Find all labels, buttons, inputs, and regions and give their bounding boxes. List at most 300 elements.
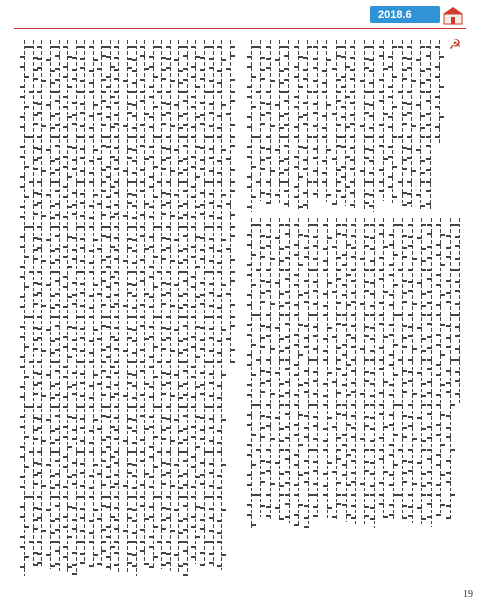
glyph-stroke: [226, 158, 231, 160]
glyph-stroke: [294, 224, 299, 226]
glyph-stroke: [63, 466, 68, 468]
glyph-stroke: [200, 237, 205, 239]
glyph-stroke: [200, 417, 205, 419]
glyph-stroke: [20, 56, 25, 58]
glyph-stroke: [80, 226, 85, 228]
glyph-stroke: [166, 136, 171, 138]
glyph-stroke: [72, 303, 77, 305]
glyph-stroke: [33, 114, 38, 116]
glyph-stroke: [270, 438, 275, 440]
glyph-stroke: [370, 449, 375, 451]
glyph-stroke: [313, 136, 318, 138]
glyph-stroke: [370, 428, 375, 430]
glyph-stroke: [313, 258, 318, 260]
glyph-stroke: [379, 482, 384, 484]
glyph-stroke: [379, 169, 384, 171]
glyph-stroke: [332, 246, 337, 248]
glyph-stroke: [455, 371, 460, 373]
text-line: [24, 40, 25, 576]
text-line: [364, 218, 365, 526]
glyph-stroke: [89, 442, 94, 444]
glyph-stroke: [275, 282, 280, 284]
text-line: [59, 40, 60, 571]
glyph-stroke: [101, 361, 106, 363]
glyph-stroke: [161, 123, 166, 125]
glyph-stroke: [408, 314, 413, 316]
glyph-stroke: [303, 57, 308, 59]
glyph-stroke: [101, 349, 106, 351]
glyph-stroke: [279, 494, 284, 496]
glyph-stroke: [342, 264, 347, 266]
glyph-stroke: [439, 116, 444, 118]
glyph-stroke: [209, 136, 214, 138]
glyph-stroke: [33, 78, 38, 80]
glyph-stroke: [149, 546, 154, 548]
glyph-stroke: [46, 149, 51, 151]
glyph-stroke: [351, 280, 356, 282]
glyph-stroke: [294, 186, 299, 188]
glyph-stroke: [294, 46, 299, 48]
glyph-stroke: [37, 67, 42, 69]
glyph-stroke: [285, 404, 290, 406]
glyph-stroke: [72, 372, 77, 374]
glyph-stroke: [63, 306, 68, 308]
glyph-stroke: [322, 160, 327, 162]
glyph-stroke: [110, 66, 115, 68]
glyph-stroke: [407, 58, 412, 60]
glyph-stroke: [341, 46, 346, 48]
glyph-stroke: [80, 271, 85, 273]
glyph-stroke: [114, 271, 119, 273]
glyph-stroke: [266, 461, 271, 463]
glyph-stroke: [260, 192, 265, 194]
glyph-stroke: [284, 113, 289, 115]
glyph-stroke: [114, 438, 119, 440]
glyph-stroke: [161, 213, 166, 215]
glyph-stroke: [360, 303, 365, 305]
glyph-stroke: [420, 205, 425, 207]
glyph-stroke: [275, 462, 280, 464]
glyph-stroke: [389, 354, 394, 356]
glyph-stroke: [209, 58, 214, 60]
glyph-stroke: [402, 481, 407, 483]
glyph-stroke: [101, 124, 106, 126]
glyph-stroke: [266, 46, 271, 48]
glyph-stroke: [247, 384, 252, 386]
glyph-stroke: [427, 426, 432, 428]
glyph-stroke: [209, 226, 214, 228]
glyph-stroke: [72, 417, 77, 419]
glyph-stroke: [55, 79, 60, 81]
glyph-stroke: [275, 417, 280, 419]
glyph-stroke: [251, 196, 256, 198]
text-line: [33, 40, 34, 565]
glyph-stroke: [446, 415, 451, 417]
glyph-stroke: [46, 509, 51, 511]
glyph-stroke: [50, 397, 55, 399]
glyph-stroke: [149, 186, 154, 188]
glyph-stroke: [345, 186, 350, 188]
glyph-stroke: [63, 406, 68, 408]
glyph-stroke: [110, 336, 115, 338]
glyph-stroke: [80, 485, 85, 487]
glyph-stroke: [408, 245, 413, 247]
glyph-stroke: [266, 416, 271, 418]
glyph-stroke: [342, 354, 347, 356]
glyph-stroke: [402, 280, 407, 282]
glyph-stroke: [80, 202, 85, 204]
glyph-stroke: [421, 395, 426, 397]
text-line: [289, 218, 290, 523]
glyph-stroke: [336, 503, 341, 505]
glyph-stroke: [67, 176, 72, 178]
glyph-stroke: [284, 100, 289, 102]
glyph-stroke: [446, 301, 451, 303]
glyph-stroke: [402, 427, 407, 429]
glyph-stroke: [370, 462, 375, 464]
glyph-stroke: [89, 262, 94, 264]
glyph-stroke: [322, 127, 327, 129]
glyph-stroke: [72, 78, 77, 80]
glyph-stroke: [351, 325, 356, 327]
glyph-stroke: [247, 444, 252, 446]
glyph-stroke: [332, 516, 337, 518]
glyph-stroke: [110, 516, 115, 518]
glyph-stroke: [183, 79, 188, 81]
glyph-stroke: [402, 69, 407, 71]
glyph-stroke: [455, 335, 460, 337]
glyph-stroke: [97, 428, 102, 430]
glyph-stroke: [260, 481, 265, 483]
glyph-stroke: [50, 520, 55, 522]
glyph-stroke: [200, 339, 205, 341]
glyph-stroke: [127, 517, 132, 519]
glyph-stroke: [46, 419, 51, 421]
glyph-stroke: [304, 517, 309, 519]
glyph-stroke: [72, 168, 77, 170]
glyph-stroke: [417, 417, 422, 419]
glyph-stroke: [20, 506, 25, 508]
glyph-stroke: [170, 215, 175, 217]
glyph-stroke: [402, 168, 407, 170]
glyph-stroke: [67, 536, 72, 538]
glyph-stroke: [388, 156, 393, 158]
glyph-stroke: [322, 115, 327, 117]
glyph-stroke: [379, 124, 384, 126]
glyph-stroke: [24, 466, 29, 468]
glyph-stroke: [327, 237, 332, 239]
glyph-stroke: [285, 246, 290, 248]
glyph-stroke: [408, 425, 413, 427]
glyph-stroke: [209, 328, 214, 330]
glyph-stroke: [408, 470, 413, 472]
glyph-stroke: [326, 104, 331, 106]
glyph-stroke: [342, 404, 347, 406]
glyph-stroke: [351, 481, 356, 483]
glyph-stroke: [110, 276, 115, 278]
glyph-stroke: [341, 146, 346, 148]
glyph-stroke: [266, 236, 271, 238]
glyph-stroke: [140, 505, 145, 507]
glyph-stroke: [247, 414, 252, 416]
glyph-stroke: [20, 326, 25, 328]
glyph-stroke: [426, 158, 431, 160]
glyph-stroke: [426, 91, 431, 93]
glyph-stroke: [350, 204, 355, 206]
glyph-stroke: [191, 246, 196, 248]
glyph-stroke: [420, 136, 425, 138]
glyph-stroke: [284, 145, 289, 147]
glyph-stroke: [270, 125, 275, 127]
glyph-stroke: [123, 260, 128, 262]
glyph-stroke: [247, 234, 252, 236]
glyph-stroke: [63, 126, 68, 128]
glyph-stroke: [80, 418, 85, 420]
glyph-stroke: [217, 340, 222, 342]
glyph-stroke: [132, 532, 137, 534]
glyph-stroke: [260, 78, 265, 80]
glyph-stroke: [209, 395, 214, 397]
text-column-lower-right: [246, 218, 464, 528]
glyph-stroke: [101, 214, 106, 216]
text-line: [270, 40, 271, 203]
glyph-stroke: [72, 552, 77, 554]
glyph-stroke: [72, 282, 77, 284]
glyph-stroke: [149, 126, 154, 128]
glyph-stroke: [106, 446, 111, 448]
glyph-stroke: [260, 256, 265, 258]
glyph-stroke: [217, 250, 222, 252]
glyph-stroke: [247, 176, 252, 178]
glyph-stroke: [266, 335, 271, 337]
glyph-stroke: [20, 96, 25, 98]
glyph-stroke: [209, 67, 214, 69]
glyph-stroke: [408, 269, 413, 271]
glyph-stroke: [183, 226, 188, 228]
glyph-stroke: [178, 82, 183, 84]
glyph-stroke: [388, 126, 393, 128]
glyph-stroke: [364, 224, 369, 226]
glyph-stroke: [114, 528, 119, 530]
glyph-stroke: [55, 190, 60, 192]
glyph-stroke: [20, 66, 25, 68]
glyph-stroke: [364, 290, 369, 292]
glyph-stroke: [106, 76, 111, 78]
glyph-stroke: [140, 169, 145, 171]
glyph-stroke: [217, 541, 222, 543]
glyph-stroke: [123, 215, 128, 217]
glyph-stroke: [279, 82, 284, 84]
glyph-stroke: [360, 258, 365, 260]
glyph-stroke: [303, 192, 308, 194]
glyph-stroke: [284, 124, 289, 126]
glyph-stroke: [183, 203, 188, 205]
glyph-stroke: [266, 67, 271, 69]
glyph-stroke: [161, 114, 166, 116]
glyph-stroke: [20, 546, 25, 548]
glyph-stroke: [408, 335, 413, 337]
glyph-stroke: [209, 125, 214, 127]
glyph-stroke: [114, 123, 119, 125]
glyph-stroke: [398, 449, 403, 451]
glyph-stroke: [360, 483, 365, 485]
glyph-stroke: [37, 451, 42, 453]
glyph-stroke: [332, 158, 337, 160]
glyph-stroke: [217, 475, 222, 477]
glyph-stroke: [101, 259, 106, 261]
glyph-stroke: [304, 436, 309, 438]
glyph-stroke: [279, 172, 284, 174]
glyph-stroke: [421, 338, 426, 340]
glyph-stroke: [20, 236, 25, 238]
glyph-stroke: [132, 554, 137, 556]
glyph-stroke: [388, 146, 393, 148]
glyph-stroke: [408, 371, 413, 373]
glyph-stroke: [183, 574, 188, 576]
glyph-stroke: [298, 176, 303, 178]
glyph-stroke: [350, 114, 355, 116]
glyph-stroke: [345, 156, 350, 158]
glyph-stroke: [342, 414, 347, 416]
glyph-stroke: [389, 424, 394, 426]
glyph-stroke: [279, 160, 284, 162]
glyph-stroke: [351, 301, 356, 303]
glyph-stroke: [101, 370, 106, 372]
glyph-stroke: [170, 80, 175, 82]
glyph-stroke: [421, 314, 426, 316]
glyph-stroke: [350, 57, 355, 59]
glyph-stroke: [110, 216, 115, 218]
glyph-stroke: [346, 334, 351, 336]
glyph-stroke: [455, 393, 460, 395]
glyph-stroke: [140, 235, 145, 237]
glyph-stroke: [251, 76, 256, 78]
glyph-stroke: [195, 356, 200, 358]
glyph-stroke: [266, 380, 271, 382]
glyph-stroke: [313, 515, 318, 517]
glyph-stroke: [364, 112, 369, 114]
glyph-stroke: [183, 145, 188, 147]
glyph-stroke: [33, 429, 38, 431]
glyph-stroke: [29, 451, 34, 453]
glyph-stroke: [230, 214, 235, 216]
glyph-stroke: [63, 156, 68, 158]
glyph-stroke: [67, 446, 72, 448]
glyph-stroke: [247, 324, 252, 326]
glyph-stroke: [89, 250, 94, 252]
glyph-stroke: [101, 91, 106, 93]
glyph-stroke: [114, 303, 119, 305]
glyph-stroke: [72, 573, 77, 575]
glyph-stroke: [402, 391, 407, 393]
glyph-stroke: [285, 458, 290, 460]
text-line: [76, 40, 77, 575]
glyph-stroke: [351, 337, 356, 339]
glyph-stroke: [37, 382, 42, 384]
glyph-stroke: [140, 496, 145, 498]
glyph-stroke: [209, 283, 214, 285]
glyph-stroke: [346, 454, 351, 456]
glyph-stroke: [392, 76, 397, 78]
glyph-stroke: [183, 406, 188, 408]
glyph-stroke: [55, 259, 60, 261]
glyph-stroke: [161, 429, 166, 431]
glyph-stroke: [421, 293, 426, 295]
glyph-stroke: [230, 325, 235, 327]
glyph-stroke: [420, 46, 425, 48]
glyph-stroke: [455, 359, 460, 361]
glyph-stroke: [101, 280, 106, 282]
glyph-stroke: [80, 440, 85, 442]
glyph-stroke: [20, 266, 25, 268]
glyph-stroke: [55, 460, 60, 462]
glyph-stroke: [217, 172, 222, 174]
glyph-stroke: [285, 449, 290, 451]
glyph-stroke: [389, 324, 394, 326]
glyph-stroke: [412, 483, 417, 485]
glyph-stroke: [221, 509, 226, 511]
glyph-stroke: [55, 338, 60, 340]
glyph-stroke: [29, 316, 34, 318]
glyph-stroke: [67, 206, 72, 208]
glyph-stroke: [298, 116, 303, 118]
glyph-stroke: [209, 530, 214, 532]
glyph-stroke: [256, 46, 261, 48]
glyph-stroke: [89, 451, 94, 453]
glyph-stroke: [55, 169, 60, 171]
glyph-stroke: [313, 181, 318, 183]
glyph-stroke: [364, 494, 369, 496]
glyph-stroke: [256, 314, 261, 316]
glyph-stroke: [298, 414, 303, 416]
glyph-stroke: [178, 352, 183, 354]
glyph-stroke: [55, 280, 60, 282]
glyph-stroke: [446, 505, 451, 507]
glyph-stroke: [427, 246, 432, 248]
glyph-stroke: [364, 326, 369, 328]
glyph-stroke: [379, 368, 384, 370]
glyph-stroke: [411, 80, 416, 82]
glyph-stroke: [313, 393, 318, 395]
glyph-stroke: [247, 264, 252, 266]
glyph-stroke: [106, 196, 111, 198]
glyph-stroke: [20, 206, 25, 208]
glyph-stroke: [388, 56, 393, 58]
glyph-stroke: [435, 96, 440, 98]
glyph-stroke: [209, 181, 214, 183]
glyph-stroke: [33, 528, 38, 530]
glyph-stroke: [435, 136, 440, 138]
glyph-stroke: [200, 348, 205, 350]
glyph-stroke: [191, 166, 196, 168]
glyph-stroke: [217, 217, 222, 219]
glyph-stroke: [260, 301, 265, 303]
glyph-stroke: [260, 159, 265, 161]
glyph-stroke: [304, 505, 309, 507]
glyph-stroke: [209, 418, 214, 420]
glyph-stroke: [93, 464, 98, 466]
glyph-stroke: [63, 526, 68, 528]
glyph-stroke: [360, 438, 365, 440]
glyph-stroke: [327, 417, 332, 419]
glyph-stroke: [209, 215, 214, 217]
glyph-stroke: [284, 169, 289, 171]
glyph-stroke: [200, 147, 205, 149]
glyph-stroke: [279, 248, 284, 250]
glyph-stroke: [127, 202, 132, 204]
glyph-stroke: [402, 292, 407, 294]
glyph-stroke: [455, 380, 460, 382]
